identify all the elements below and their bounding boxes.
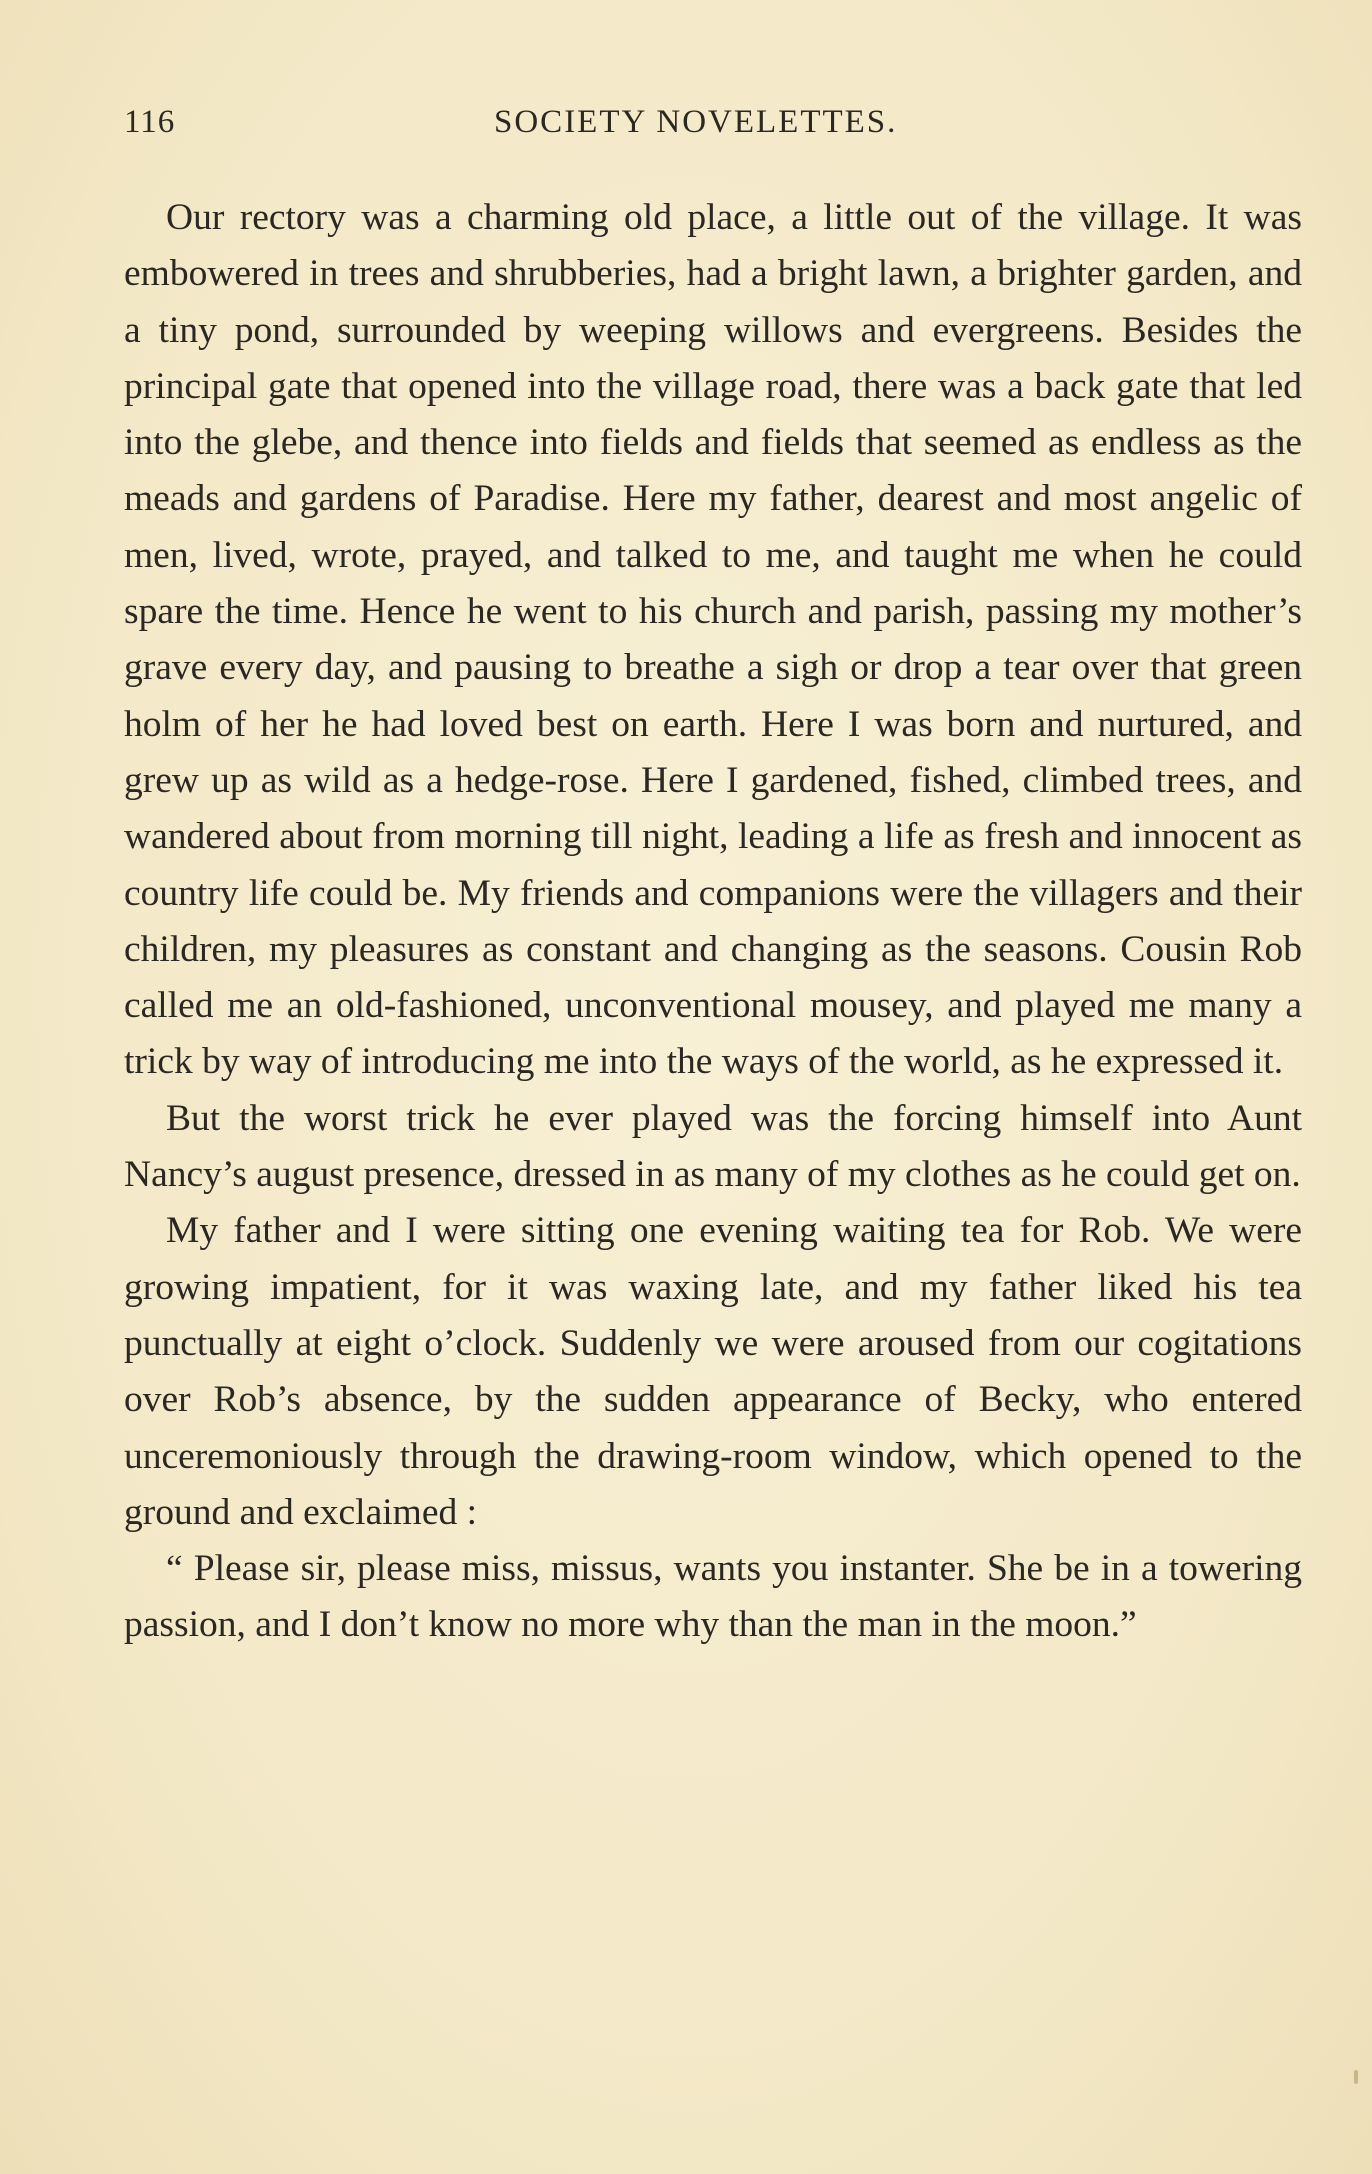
paragraph-worst-trick: But the worst trick he ever played was the forcing himself into Aunt Nancy’s august presence, dressed in as many of my clothes as he could get on. — [124, 1097, 1302, 1196]
paragraph-rectory-description: Our rectory was a charming old place, a little out of the village. It was embowered in trees and shrubberies, had a bright lawn, a brighter garden, and a tiny pond, surrounded by weeping willows and evergreens. Besides the principal gate that opened into the village road, there was a back gate that led into the glebe, and thence into fields and fields that seemed as endless as the meads and gardens of Paradise. Here my father, dearest and most angelic of men, lived, wrote, prayed, and talked to me, and taught me when he could spare the time. Hence he went to his church and parish, passing my mother’s grave every day, and pausing to breathe a sigh or drop a tear over that green holm of her he had loved best on earth. Here I was born and nurtured, and grew up as wild as a hedge-rose. Here I gardened, fished, climbed trees, and wandered about from morning till night, leading a life as fresh and innocent as country life could be. My friends and companions were the villagers and their children, my pleasures as constant and changing as the seasons. Cousin Rob called me an old-fashioned, unconventional mousey, and played me many a trick by way of introducing me into the ways of the world, as he expressed it. — [124, 197, 1302, 1083]
page-header — [124, 104, 1302, 144]
paragraph-waiting-tea: My father and I were sitting one evening waiting tea for Rob. We were growing impatient, for it was waxing late, and my father liked his tea punctually at eight o’clock. Suddenly we were aroused from our cogitations over Rob’s absence, by the sudden appearance of Becky, who entered unceremoniously through the drawing-room window, which opened to the ground and exclaimed : — [124, 1210, 1302, 1533]
paragraph-becky-speech: “ Please sir, please miss, missus, wants you instanter. She be in a towering passion, and I don’t know no more why than the man in the moon.” — [124, 1548, 1302, 1646]
body-text — [124, 190, 1302, 1654]
running-head: SOCIETY NOVELETTES. — [494, 104, 898, 140]
page-edge-mark — [1354, 2070, 1358, 2084]
page-number: 116 — [124, 104, 176, 140]
